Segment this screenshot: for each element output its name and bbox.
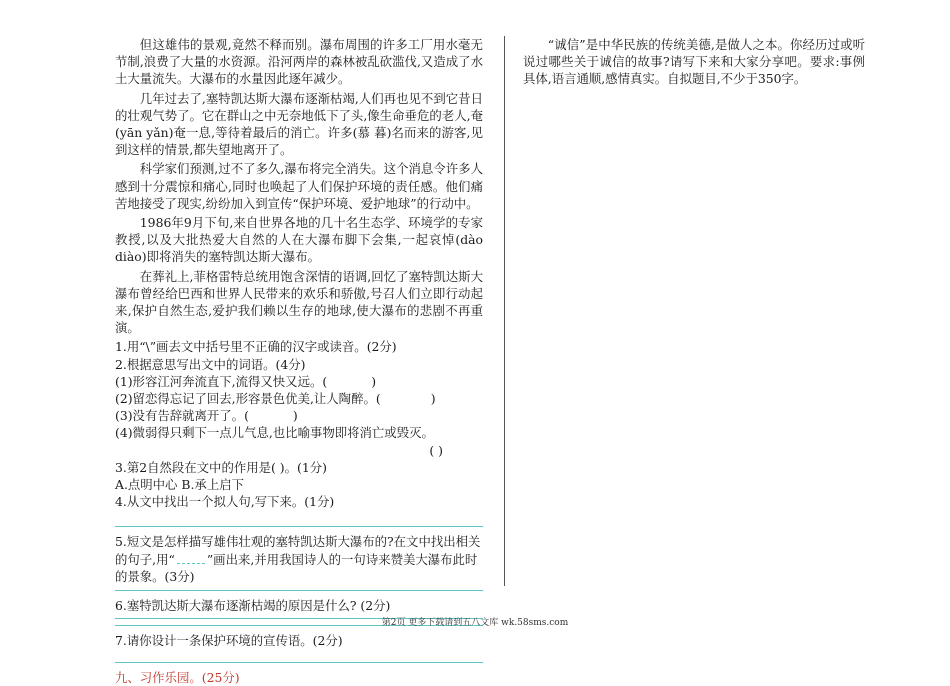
question-1: 1.用“\”画去文中括号里不正确的汉字或读音。(2分) [115,339,397,355]
answer-line-q7[interactable] [115,662,483,663]
passage-paragraph-1: 但这雄伟的景观,竟然不释而别。瀑布周围的许多工厂用水毫无节制,浪费了大量的水资源。沿河两岸的森林被乱砍滥伐,又造成了水土大量流失。大瀑布的水量因此逐年减少。 [115,37,483,87]
question-5-text-a: 5.短文是怎样描写雄伟壮观的塞特凯达斯大瀑布的?在文中找出相关的句子,用“ [115,534,481,567]
paren-close: ) [292,408,298,424]
answer-line-q4[interactable] [115,526,483,527]
question-2-item-1 [115,373,483,390]
wavy-line-marker [177,563,205,564]
page-footer: 第2页 更多下载请到五八文库 wk.58sms.com [381,618,569,628]
question-2-item-2 [115,390,483,407]
question-5-text-b: ”画出来,并用我国诗人的一句诗来赞美大瀑布此时的景象。(3分) [115,551,478,584]
column-divider [504,36,505,586]
question-5 [115,533,483,585]
passage-paragraph-3: 科学家们预测,过不了多久,瀑布将完全消失。这个消息令许多人感到十分震惊和痛心,同时也唤起了人们保护环境的责任感。他们痛苦地接受了现实,纷纷加入到宣传“保护环境、爱护地球”的行动中。 [115,161,483,211]
question-2-item-3 [115,407,483,424]
question-4: 4.从文中找出一个拟人句,写下来。(1分) [115,494,335,510]
paren-close: ) [371,373,377,389]
question-3-options: A.点明中心 B.承上启下 [115,477,244,493]
question-2-item-4: (4)微弱得只剩下一点儿气息,也比喻事物即将消亡或毁灭。 [115,425,434,441]
question-2-item-3-text: (3)没有告辞就离开了。( [115,408,249,424]
passage-paragraph-2: 几年过去了,塞特凯达斯大瀑布逐渐枯竭,人们再也见不到它昔日的壮观气势了。它在群山之中无奈地低下了头,像生命垂危的老人,奄(yān yǎn)奄一息,等待着最后的消亡。许多(慕 暮)名而来的游客,见到这样的情景,都失望地离开了。 [115,90,483,158]
question-6: 6.塞特凯达斯大瀑布逐渐枯竭的原因是什么? (2分) [115,598,391,614]
question-2-item-1-text: (1)形容江河奔流直下,流得又快又远。( [115,373,328,389]
question-3: 3.第2自然段在文中的作用是( )。(1分) [115,459,327,475]
paren-close: ) [430,391,436,407]
answer-line-q5[interactable] [115,590,483,591]
question-2: 2.根据意思写出文中的词语。(4分) [115,356,306,372]
composition-prompt: “诚信”是中华民族的传统美德,是做人之本。你经历过或听说过哪些关于诚信的故事?请写下来和大家分享吧。要求:事例具体,语言通顺,感情真实。自拟题目,不少于350字。 [523,37,865,87]
question-2-item-4-answer[interactable] [115,442,483,459]
question-2-item-2-text: (2)留恋得忘记了回去,形容景色优美,让人陶醉。( [115,391,381,407]
passage-paragraph-4: 1986年9月下旬,来自世界各地的几十名生态学、环境学的专家教授,以及大批热爱大自然的人在大瀑布脚下会集,一起哀悼(dào diào)即将消失的塞特凯达斯大瀑布。 [115,215,483,265]
left-column [115,36,483,686]
passage-paragraph-5: 在葬礼上,菲格雷特总统用饱含深情的语调,回忆了塞特凯达斯大瀑布曾经给巴西和世界人民带来的欢乐和骄傲,号召人们立即行动起来,保护自然生态,爱护我们赖以生存的地球,使大瀑布的悲剧不再重演。 [115,268,483,336]
question-7: 7.请你设计一条保护环境的宣传语。(2分) [115,633,343,649]
answer-paren: ( ) [429,442,443,458]
section-9-title: 九、习作乐园。(25分) [115,669,240,685]
right-column [523,36,865,88]
